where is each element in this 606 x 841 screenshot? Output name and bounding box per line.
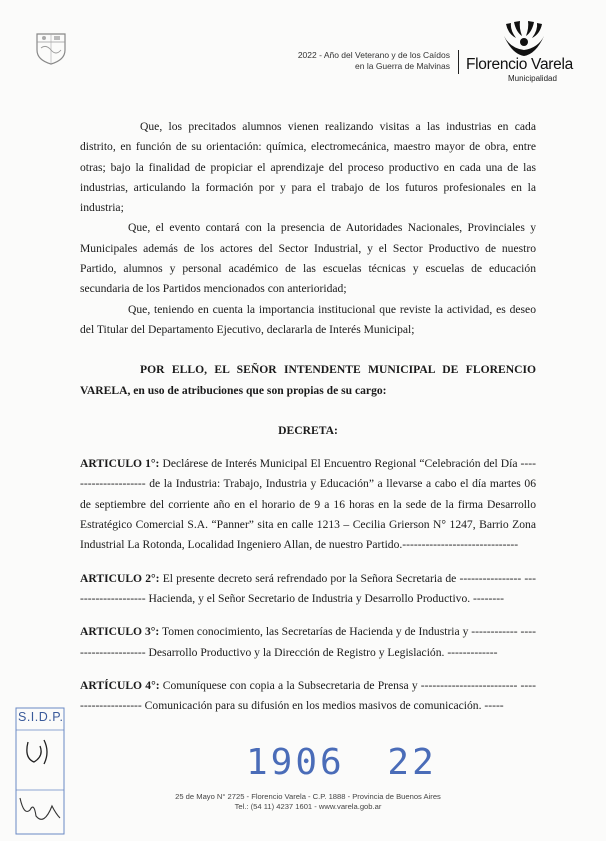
- article-2-label: ARTICULO 2°:: [80, 571, 160, 585]
- article-1-text: Declárese de Interés Municipal El Encuentro Regional “Celebración del Día --------------------- de la Industria: Trabajo, Industria y Educación” a llevarse a cabo el día martes 06 de septiembre del corriente año en el horario de 9 a 16 horas en la sede de la firma Desarrollo Estratégico Comercial S.A. “Panner” sita en calle 1213 – Cecilia Grierson N° 1247, Barrio Zona Industrial La Rotonda, Localidad Ingeniero Allan, de nuestro Partido.------------------------------: [80, 457, 536, 552]
- article-1-label: ARTICULO 1°:: [80, 457, 160, 471]
- header-year-legend: [230, 50, 450, 72]
- header-year-line2: en la Guerra de Malvinas: [355, 61, 450, 71]
- logo-municipality-name: Florencio Varela: [466, 56, 573, 73]
- article-4: [80, 676, 536, 717]
- article-4-text: Comuníquese con copia a la Subsecretaria de Prensa y ------------------------- -------------------- Comunicación para su difusión en los medios masivos de comunicación. -----: [80, 678, 536, 713]
- paragraph-event: Que, el evento contará con la presencia de Autoridades Nacionales, Provinciales y Municipales además de los actores del Sector Industrial, y el Sector Productivo de nuestro Partido, alumnos y personal académico de las escuelas técnicas y escuelas de educación secundaria de los Partidos mencionados con anterioridad;: [80, 221, 536, 296]
- page-footer: [80, 792, 536, 812]
- header-divider: [458, 50, 459, 74]
- municipal-crest-icon: [34, 30, 68, 66]
- header-year-line1: 2022 - Año del Veterano y de los Caídos: [297, 50, 450, 60]
- por-ello-statement: POR ELLO, EL SEÑOR INTENDENTE MUNICIPAL DE FLORENCIO VARELA, en uso de atribuciones que son propias de su cargo:: [80, 363, 536, 397]
- document-body: [80, 117, 536, 716]
- decreta-heading: DECRETA:: [278, 423, 338, 437]
- paragraph-importance: Que, teniendo en cuenta la importancia institucional que reviste la actividad, es deseo del Titular del Departamento Ejecutivo, declararla de Interés Municipal;: [80, 302, 536, 336]
- article-2: [80, 569, 536, 610]
- paragraph-visits: Que, los precitados alumnos vienen realizando visitas a las industrias en cada distrito, en función de su orientación: química, electromecánica, maestro mayor de obra, entre otras; bajo la finalidad de propiciar el aprendizaje del proceso productivo en cada una de las industrias, articulando la formación por y para el trabajo de los futuros profesionales en la industria;: [80, 120, 536, 215]
- sidp-stamp-icon: [14, 706, 66, 836]
- florencio-varela-logo-icon: [498, 20, 550, 58]
- sidp-stamp-text: S.I.D.P.: [18, 710, 64, 724]
- article-3: [80, 622, 536, 663]
- article-1: [80, 454, 536, 555]
- logo-municipality-sub: Municipalidad: [508, 74, 557, 83]
- article-3-text: Tomen conocimiento, las Secretarías de Hacienda y de Industria y ------------ --------------------- Desarrollo Productivo y la Dirección de Registro y Legislación. -------------: [80, 625, 536, 659]
- decree-number: 1906: [246, 742, 345, 783]
- footer-contact: Tel.: (54 11) 4237 1601 - www.varela.gob.ar: [234, 802, 382, 811]
- article-4-label: ARTÍCULO 4°:: [80, 678, 160, 692]
- decree-number-stamp: [246, 742, 437, 783]
- footer-address: 25 de Mayo N° 2725 - Florencio Varela - C.P. 1888 - Provincia de Buenos Aires: [175, 792, 441, 801]
- article-2-text: El presente decreto será refrendado por la Señora Secretaria de ---------------- -------------------- Hacienda, y el Señor Secretario de Industria y Desarrollo Productivo. --------: [80, 571, 536, 605]
- decree-year: 22: [387, 742, 437, 783]
- article-3-label: ARTICULO 3°:: [80, 625, 160, 639]
